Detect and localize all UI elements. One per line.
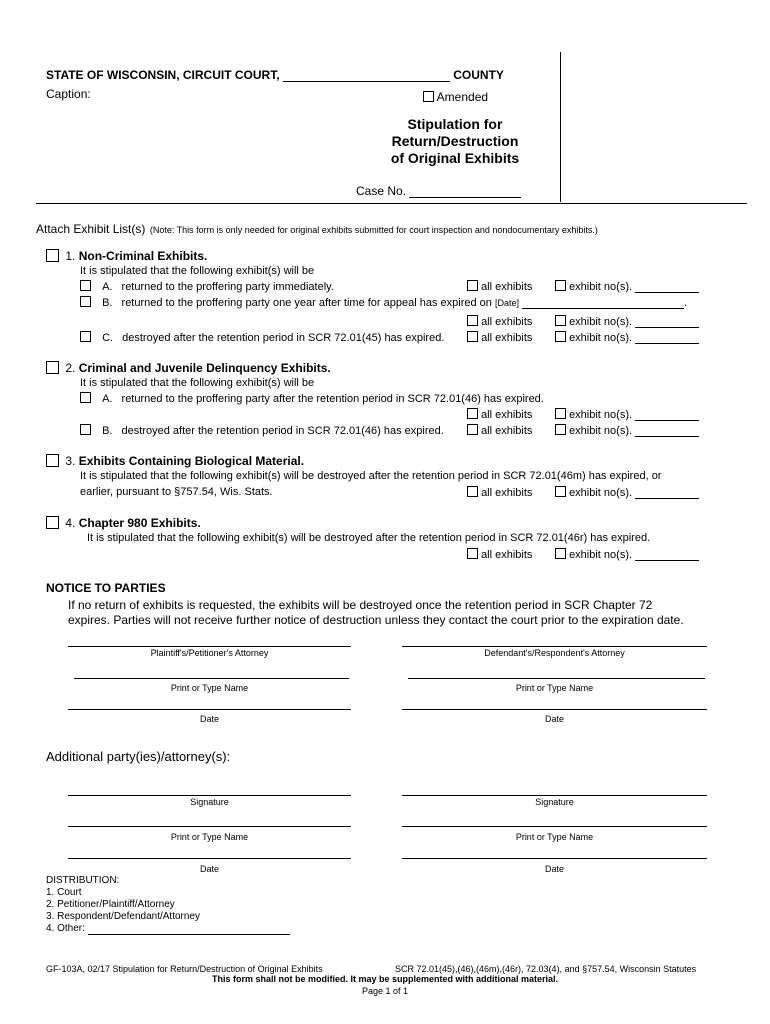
- distribution: [46, 875, 290, 935]
- exhibit-nos-checkbox[interactable]: [555, 408, 566, 419]
- section-1-c-all[interactable]: all exhibits: [467, 331, 532, 344]
- name-caption-right: Print or Type Name: [515, 832, 594, 842]
- section-3-all[interactable]: all exhibits: [467, 486, 532, 499]
- defendant-date-caption: Date: [544, 714, 564, 724]
- amended-option[interactable]: Amended: [423, 90, 488, 104]
- defendant-name-line[interactable]: [408, 678, 705, 679]
- form-title: Stipulation for Return/Destruction of Original Exhibits: [390, 116, 520, 166]
- footer-page-number: Page 1 of 1: [361, 986, 409, 996]
- exhibit-nos-checkbox[interactable]: [555, 280, 566, 291]
- section-3-nos[interactable]: exhibit no(s).: [555, 486, 699, 499]
- exhibit-nos-checkbox[interactable]: [555, 315, 566, 326]
- plaintiff-name-caption: Print or Type Name: [170, 683, 249, 693]
- distribution-title: DISTRIBUTION:: [46, 875, 120, 886]
- section-2-b-nos[interactable]: exhibit no(s).: [555, 424, 699, 437]
- section-3-heading: 3. Exhibits Containing Biological Material.: [46, 454, 304, 468]
- section-4-heading: 4. Chapter 980 Exhibits.: [46, 516, 201, 530]
- amended-checkbox[interactable]: [423, 91, 434, 102]
- section-2-checkbox[interactable]: [46, 361, 59, 374]
- all-exhibits-checkbox[interactable]: [467, 280, 478, 291]
- additional-name-line-left[interactable]: [68, 826, 351, 827]
- exhibit-nos-checkbox[interactable]: [555, 486, 566, 497]
- footer-form-id: GF-103A, 02/17 Stipulation for Return/Destruction of Original Exhibits: [46, 964, 323, 974]
- header-vertical-rule: [560, 52, 561, 202]
- date-caption-left: Date: [199, 864, 219, 874]
- section-3-text-1: It is stipulated that the following exhibit(s) will be destroyed after the retention period in SCR 72.01(46m) has expired, or: [80, 470, 662, 482]
- plaintiff-signature-line[interactable]: [68, 646, 351, 647]
- section-1-c-checkbox[interactable]: [80, 331, 91, 342]
- section-1-b-checkbox[interactable]: [80, 296, 91, 307]
- header-bottom-rule: [36, 203, 747, 204]
- county-blank[interactable]: [283, 69, 450, 82]
- section-1-a-all[interactable]: all exhibits: [467, 280, 532, 293]
- section-2-intro: It is stipulated that the following exhibit(s) will be: [80, 377, 315, 389]
- additional-signature-line-right[interactable]: [402, 795, 707, 796]
- section-2-b-checkbox[interactable]: [80, 424, 91, 435]
- additional-signature-line-left[interactable]: [68, 795, 351, 796]
- section-2-a-nos[interactable]: exhibit no(s).: [555, 408, 699, 421]
- section-3-checkbox[interactable]: [46, 454, 59, 467]
- additional-parties-label: Additional party(ies)/attorney(s):: [46, 749, 231, 764]
- distribution-item: 2. Petitioner/Plaintiff/Attorney: [46, 899, 175, 910]
- section-4-text-1: It is stipulated that the following exhibit(s) will be destroyed after the retention period in SCR 72.01(46r) has expired.: [87, 532, 651, 544]
- section-2-heading: 2. Criminal and Juvenile Delinquency Exhibits.: [46, 361, 331, 375]
- plaintiff-date-line[interactable]: [68, 709, 351, 710]
- notice-text-1: If no return of exhibits is requested, the exhibits will be destroyed once the retention period in SCR Chapter 72: [68, 598, 653, 612]
- case-number: Case No.: [356, 184, 521, 198]
- attach-exhibit-list: Attach Exhibit List(s) (Note: This form is only needed for original exhibits submitted for court inspection and nondocumentary exhibits.): [36, 222, 598, 236]
- section-1-heading: 1. Non-Criminal Exhibits.: [46, 249, 207, 263]
- plaintiff-name-line[interactable]: [74, 678, 349, 679]
- distribution-item: 3. Respondent/Defendant/Attorney: [46, 911, 200, 922]
- notice-title: NOTICE TO PARTIES: [46, 581, 166, 595]
- section-4-checkbox[interactable]: [46, 516, 59, 529]
- additional-date-line-right[interactable]: [402, 858, 707, 859]
- defendant-name-caption: Print or Type Name: [515, 683, 594, 693]
- section-2-option-b: B. destroyed after the retention period in SCR 72.01(46) has expired.: [80, 424, 444, 437]
- section-1-a-nos[interactable]: exhibit no(s).: [555, 280, 699, 293]
- defendant-signature-line[interactable]: [402, 646, 707, 647]
- footer-statutes: SCR 72.01(45),(46),(46m),(46r), 72.03(4), and §757.54, Wisconsin Statutes: [395, 964, 697, 974]
- all-exhibits-checkbox[interactable]: [467, 424, 478, 435]
- distribution-item: 1. Court: [46, 887, 82, 898]
- defendant-attorney-caption: Defendant's/Respondent's Attorney: [484, 648, 625, 658]
- all-exhibits-checkbox[interactable]: [467, 331, 478, 342]
- section-4-all[interactable]: all exhibits: [467, 548, 532, 561]
- all-exhibits-checkbox[interactable]: [467, 408, 478, 419]
- other-blank[interactable]: [88, 924, 290, 935]
- exhibit-nos-checkbox[interactable]: [555, 548, 566, 559]
- notice-text-2: expires. Parties will not receive further notice of destruction unless they contact the court prior to the expiration date.: [68, 613, 684, 627]
- section-2-a-checkbox[interactable]: [80, 392, 91, 403]
- section-1-b-nos[interactable]: exhibit no(s).: [555, 315, 699, 328]
- exhibit-nos-checkbox[interactable]: [555, 424, 566, 435]
- case-number-blank[interactable]: [409, 185, 521, 198]
- signature-caption-left: Signature: [190, 797, 229, 807]
- date-blank[interactable]: [522, 296, 684, 309]
- section-2-a-all[interactable]: all exhibits: [467, 408, 532, 421]
- distribution-item-other: 4. Other:: [46, 923, 290, 935]
- caption-label: Caption:: [46, 87, 91, 101]
- exhibit-nos-checkbox[interactable]: [555, 331, 566, 342]
- section-1-option-c: C. destroyed after the retention period in SCR 72.01(45) has expired.: [80, 331, 444, 344]
- all-exhibits-checkbox[interactable]: [467, 548, 478, 559]
- additional-date-line-left[interactable]: [68, 858, 351, 859]
- section-3-text-2: earlier, pursuant to §757.54, Wis. Stats.: [80, 486, 273, 498]
- plaintiff-date-caption: Date: [199, 714, 219, 724]
- section-1-option-b: B. returned to the proffering party one year after time for appeal has expired on [Date] .: [80, 296, 687, 309]
- date-field[interactable]: [Date]: [494, 298, 519, 308]
- section-1-checkbox[interactable]: [46, 249, 59, 262]
- section-1-a-checkbox[interactable]: [80, 280, 91, 291]
- section-1-b-all[interactable]: all exhibits: [467, 315, 532, 328]
- footer-notice: This form shall not be modified. It may be supplemented with additional material.: [211, 974, 559, 984]
- signature-caption-right: Signature: [535, 797, 574, 807]
- county-label: COUNTY: [453, 68, 504, 82]
- all-exhibits-checkbox[interactable]: [467, 486, 478, 497]
- section-1-c-nos[interactable]: exhibit no(s).: [555, 331, 699, 344]
- plaintiff-attorney-caption: Plaintiff's/Petitioner's Attorney: [150, 648, 269, 658]
- section-4-nos[interactable]: exhibit no(s).: [555, 548, 699, 561]
- section-1-intro: It is stipulated that the following exhibit(s) will be: [80, 265, 315, 277]
- all-exhibits-checkbox[interactable]: [467, 315, 478, 326]
- defendant-date-line[interactable]: [402, 709, 707, 710]
- name-caption-left: Print or Type Name: [170, 832, 249, 842]
- additional-name-line-right[interactable]: [402, 826, 707, 827]
- date-caption-right: Date: [544, 864, 564, 874]
- section-2-b-all[interactable]: all exhibits: [467, 424, 532, 437]
- court-label: STATE OF WISCONSIN, CIRCUIT COURT, COUNTY: [46, 68, 504, 82]
- section-2-option-a: A. returned to the proffering party after the retention period in SCR 72.01(46) has expired.: [80, 392, 544, 405]
- section-1-option-a: A. returned to the proffering party immediately.: [80, 280, 334, 293]
